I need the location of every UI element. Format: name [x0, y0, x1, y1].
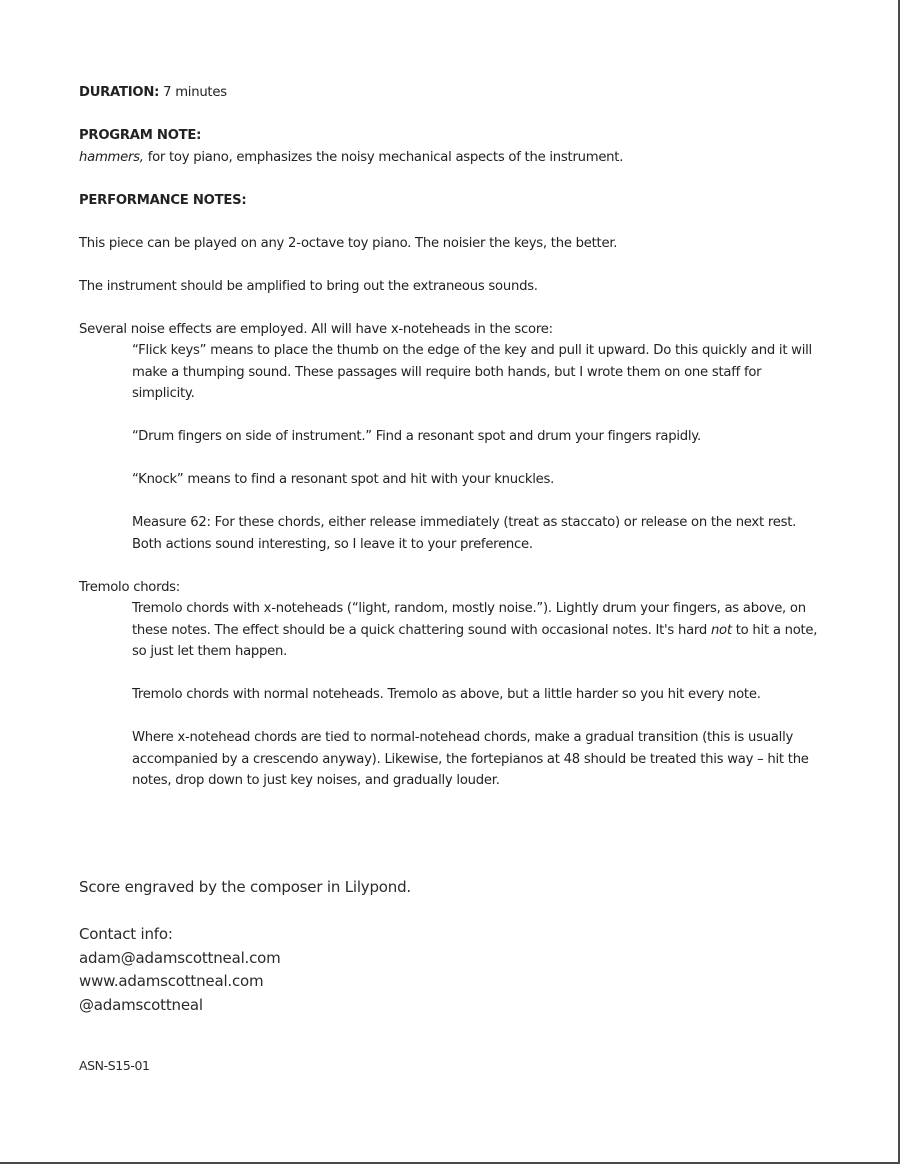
program-note-text	[79, 147, 824, 169]
contact-label: Contact info:	[79, 925, 173, 943]
program-note-heading: PROGRAM NOTE:	[79, 128, 202, 143]
performance-notes-heading: PERFORMANCE NOTES:	[79, 192, 247, 208]
tremolo-x-text-after: to hit a note, so just let them happen.	[132, 622, 818, 659]
duration-value: 7 minutes	[163, 85, 227, 100]
duration-label: DURATION:	[79, 85, 160, 100]
footer-info	[79, 876, 411, 1017]
noise-effects-intro: Several noise effects are employed. All will have x-noteheads in the score:	[79, 321, 553, 337]
tremolo-item-x-noteheads	[79, 598, 824, 663]
noise-item-measure-62: Measure 62: For these chords, either release immediately (treat as staccato) or release on the next rest. Both actions sound interesting, so I leave it to your preference.	[132, 515, 797, 552]
program-note-body: for toy piano, emphasizes the noisy mechanical aspects of the instrument.	[147, 149, 624, 165]
tremolo-intro: Tremolo chords:	[79, 579, 181, 595]
tremolo-x-emphasis: not	[710, 622, 732, 638]
contact-website: www.adamscottneal.com	[79, 972, 264, 990]
contact-handle: @adamscottneal	[79, 995, 203, 1014]
noise-item-knock: “Knock” means to find a resonant spot and hit with your knuckles.	[132, 472, 555, 487]
performance-note-amplify: The instrument should be amplified to bring out the extraneous sounds.	[79, 278, 538, 294]
contact-email: adam@adamscottneal.com	[79, 948, 281, 967]
performance-note-toy-piano: This piece can be played on any 2-octave toy piano. The noisier the keys, the better.	[79, 235, 618, 251]
notes-content	[79, 82, 824, 792]
catalog-code: ASN-S15-01	[79, 1058, 150, 1073]
piece-title: hammers,	[79, 149, 144, 165]
engraving-credit: Score engraved by the composer in Lilypond.	[79, 878, 411, 896]
duration-line	[79, 82, 824, 104]
noise-item-flick-keys: “Flick keys” means to place the thumb on the edge of the key and pull it upward. Do this quickly and it will make a thumping sound. These passages will require both hands, but I wrote them on one staff for simplicity.	[132, 343, 812, 401]
noise-item-drum-fingers: “Drum fingers on side of instrument.” Find a resonant spot and drum your fingers rapidly.	[132, 429, 701, 444]
tremolo-item-normal-noteheads: Tremolo chords with normal noteheads. Tremolo as above, but a little harder so you hit every note.	[132, 687, 761, 702]
tremolo-item-transition: Where x-notehead chords are tied to normal-notehead chords, make a gradual transition (this is usually accompanied by a crescendo anyway). Likewise, the fortepianos at 48 should be treated this way – hit the notes, drop down to just key noises, and gradually louder.	[132, 730, 809, 788]
tremolo-x-text-before: Tremolo chords with x-noteheads (“light, random, mostly noise.”). Lightly drum your fingers, as above, on these notes. The effect should be a quick chattering sound with occasional notes. It's hard	[132, 601, 806, 638]
